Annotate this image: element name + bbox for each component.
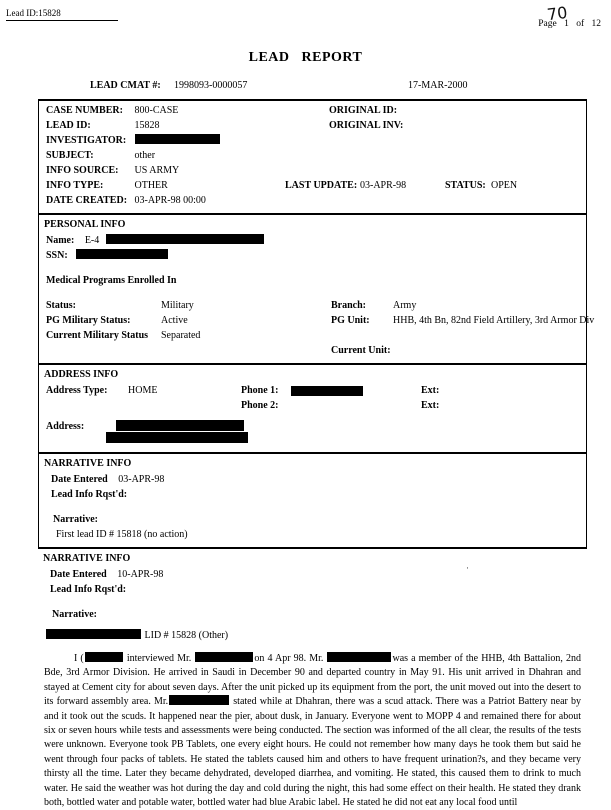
current-military-status-label: Current Military Status [46, 330, 149, 341]
info-source-row [39, 164, 586, 179]
case-number-value: 800-CASE [134, 105, 179, 116]
address-info-heading: ADDRESS INFO [44, 369, 119, 380]
original-inv-label: ORIGINAL INV: [329, 120, 404, 131]
personal-info-section [38, 213, 595, 364]
pg-unit-label: PG Unit: [331, 315, 370, 326]
lead-id-value: 15828 [134, 120, 160, 131]
handwritten-page-number: 70 [545, 2, 569, 25]
narrative1-heading: NARRATIVE INFO [44, 458, 132, 469]
redaction-bar [135, 134, 220, 144]
pg-status-unit-row [39, 314, 595, 329]
status-value: OPEN [491, 180, 518, 191]
redaction-bar [106, 432, 248, 443]
narrative1-lead-info-row [39, 488, 586, 503]
info-source-label: INFO SOURCE: [46, 165, 119, 176]
status-label: STATUS: [445, 180, 486, 191]
phone2-label: Phone 2: [241, 400, 279, 411]
ext-label: Ext: [421, 400, 440, 411]
current-military-status-value: Separated [161, 330, 201, 341]
pg-unit-value: HHB, 4th Bn, 82nd Field Artillery, 3rd Armor Div [393, 315, 595, 326]
narrative2-heading: NARRATIVE INFO [43, 553, 131, 564]
phone2-row [39, 399, 586, 414]
header-lead-id: Lead ID:15828 [6, 8, 118, 21]
page-header [0, 2, 611, 30]
narrative2-lid-row [38, 629, 587, 644]
narrative1-text: First lead ID # 15818 (no action) [56, 529, 188, 540]
subject-label: SUBJECT: [46, 150, 94, 161]
pg-military-status-label: PG Military Status: [46, 315, 131, 326]
redaction-bar [291, 386, 363, 396]
narrative1-text-row [39, 528, 586, 543]
address-type-phone1-row [39, 384, 586, 399]
date-created-value: 03-APR-98 00:00 [134, 195, 206, 206]
lead-cmat-value: 1998093-0000057 [174, 80, 248, 91]
redaction-bar [46, 629, 141, 639]
address-label: Address: [46, 421, 85, 432]
mil-status-value: Military [161, 300, 194, 311]
date-entered-label: Date Entered [51, 474, 108, 485]
phone1-label: Phone 1: [241, 385, 279, 396]
spacer [39, 289, 586, 299]
original-id-label: ORIGINAL ID: [329, 105, 398, 116]
date-entered-value: 10-APR-98 [117, 569, 164, 580]
redaction-bar [195, 652, 253, 662]
spacer [38, 598, 587, 608]
mil-status-label: Status: [46, 300, 77, 311]
status-branch-row [39, 299, 586, 314]
ssn-row [39, 249, 586, 264]
date-created-label: DATE CREATED: [46, 195, 128, 206]
last-update-label: LAST UPDATE: [285, 180, 358, 191]
narrative2-lead-info-row [38, 583, 587, 598]
pg-military-status-value: Active [161, 315, 188, 326]
ext-label: Ext: [421, 385, 440, 396]
report-title: LEAD REPORT [248, 50, 363, 65]
lead-id-label: LEAD ID: [46, 120, 91, 131]
info-source-value: US ARMY [134, 165, 180, 176]
personal-info-heading: PERSONAL INFO [44, 219, 126, 230]
name-rank: E-4 [84, 235, 100, 246]
report-meta-row [38, 80, 587, 95]
last-update-value: 03-APR-98 [360, 180, 407, 191]
redaction-bar [169, 695, 229, 705]
address-type-value: HOME [128, 385, 158, 396]
info-type-label: INFO TYPE: [46, 180, 104, 191]
address-info-section [38, 363, 587, 453]
subject-row [39, 149, 586, 164]
redaction-bar [116, 420, 244, 431]
address-type-label: Address Type: [46, 385, 108, 396]
narrative-info-section-2 [38, 547, 587, 810]
lead-info-label: Lead Info Rqst'd: [51, 489, 128, 500]
lead-id-row [39, 119, 586, 134]
stray-pen-mark: · [466, 563, 469, 573]
current-military-status-row [39, 329, 586, 344]
subject-value: other [134, 150, 156, 161]
spacer [39, 264, 586, 274]
ssn-label: SSN: [46, 250, 68, 261]
branch-label: Branch: [331, 300, 366, 311]
medical-programs-label: Medical Programs Enrolled In [46, 275, 177, 286]
redaction-bar [76, 249, 168, 259]
narrative2-label-row [38, 608, 587, 623]
lead-cmat-label: LEAD CMAT #: [90, 80, 161, 91]
current-unit-label: Current Unit: [331, 345, 391, 356]
date-entered-value: 03-APR-98 [118, 474, 165, 485]
spacer [39, 503, 586, 513]
narrative-label: Narrative: [53, 514, 98, 525]
current-unit-row [39, 344, 586, 359]
redaction-bar [106, 234, 264, 244]
info-type-row [39, 179, 586, 194]
investigator-row [39, 134, 586, 149]
narrative1-label-row [39, 513, 586, 528]
report-date: 17-MAR-2000 [408, 80, 468, 91]
narrative1-date-row [39, 473, 586, 488]
lid-line: LID # 15828 (Other) [45, 630, 228, 641]
case-info-section [38, 99, 587, 214]
address-redaction-block [106, 420, 248, 444]
redaction-bar [327, 652, 391, 662]
case-number-row [39, 104, 586, 119]
medical-programs-row [39, 274, 586, 289]
redaction-bar [85, 652, 123, 662]
name-label: Name: [46, 235, 75, 246]
date-created-row [39, 194, 586, 209]
narrative-info-section-1 [38, 452, 587, 548]
case-number-label: CASE NUMBER: [46, 105, 123, 116]
narrative-label: Narrative: [52, 609, 97, 620]
date-entered-label: Date Entered [50, 569, 107, 580]
page-indicator: Page 1 of 12 [538, 19, 601, 29]
branch-value: Army [393, 300, 417, 311]
lead-info-label: Lead Info Rqst'd: [50, 584, 127, 595]
info-type-value: OTHER [134, 180, 168, 191]
name-row [39, 234, 586, 249]
investigator-label: INVESTIGATOR: [46, 135, 127, 146]
narrative2-date-row [38, 568, 587, 583]
report-body [38, 99, 595, 810]
address-row [39, 420, 586, 448]
narrative-paragraph: I ( interviewed Mr. on 4 Apr 98. Mr. was a member of the HHB, 4th Battalion, 2nd Bde, 3rd Armor Division. He arrived in Saudi in December 90 and departed country in May 91. His unit arrived in Dhahran and stayed at Cement city for about seven days. After the unit picked up its equipment from the port, the unit moved out into the desert to its forward assembly area. Mr. stated while at Dhahran, there was a scud attack. There was a Patriot Battery near by and it took out the scuds. It happened near the pier, about dusk, in January. Everyone went to MOPP 4 and remained there for about six or seven hours while tests and assessments were being conducted. The section was informed of the all clear, the results of the tests were unknown. Everyone took PB Tablets, one every eight hours. He could not remember how many days he took them but said he went through four packs of tablets. He stated the tablets caused him and others to have frequent urination?s, and they became very thirsty all the time. Later they became dehydrated, developed diarrhea, and vomiting. He stated, this caused them to drink to much water. He said the weather was hot during the day and cold during the night, this had some effect on their health. He stated they drank both, bottled water and potable water, bottled water had blue Arabic label. He stated he did not eat any local food until [44, 653, 582, 809]
